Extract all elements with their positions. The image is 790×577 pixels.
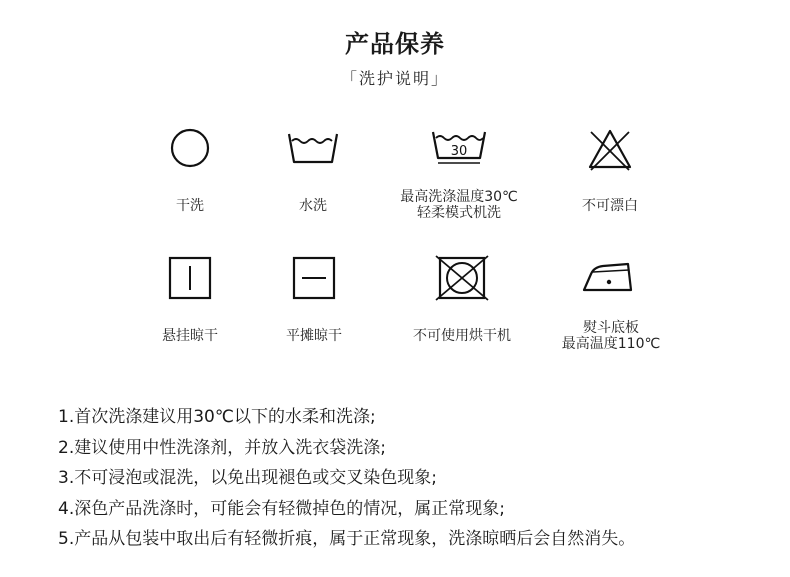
care-label: 干洗 [176, 198, 204, 214]
care-label: 不可使用烘干机 [413, 328, 511, 344]
care-label: 平摊晾干 [286, 328, 342, 344]
care-label: 熨斗底板 最高温度110℃ [561, 320, 661, 352]
page-subtitle: 「洗护说明」 [340, 69, 449, 88]
care-item-flat-dry [234, 254, 394, 354]
note-item: 5.产品从包装中取出后有轻微折痕，属于正常现象，洗涤晾晒后会自然消失。 [58, 529, 636, 549]
note-item: 3.不可浸泡或混洗，以免出现褪色或交叉染色现象; [58, 468, 437, 488]
wash-tub-icon [233, 124, 393, 174]
care-item-iron [531, 254, 691, 354]
flat-dry-icon [234, 254, 394, 304]
page-title: 产品保养 [345, 30, 445, 58]
note-item: 4.深色产品洗涤时，可能会有轻微掉色的情况，属正常现象; [58, 498, 505, 519]
no-bleach-icon [530, 124, 690, 174]
care-label: 最高洗涤温度30℃ 轻柔模式机洗 [400, 189, 518, 221]
iron-low-heat-icon [531, 254, 691, 304]
wash-temperature-text: 30 [450, 144, 468, 159]
no-tumble-dry-icon [382, 254, 542, 304]
care-item-hand-wash [233, 124, 393, 224]
care-label: 不可漂白 [582, 198, 638, 214]
care-notes [58, 402, 778, 555]
wash-30-gentle-icon [379, 124, 539, 174]
care-item-no-bleach [530, 124, 690, 224]
note-item: 1.首次洗涤建议用30℃以下的水柔和洗涤; [58, 407, 376, 427]
care-label: 水洗 [299, 198, 327, 214]
note-item: 2.建议使用中性洗涤剂，并放入洗衣袋洗涤; [58, 437, 386, 458]
care-item-no-tumble-dry [382, 254, 542, 354]
care-item-wash-30 [379, 124, 539, 224]
care-label: 悬挂晾干 [162, 328, 218, 344]
